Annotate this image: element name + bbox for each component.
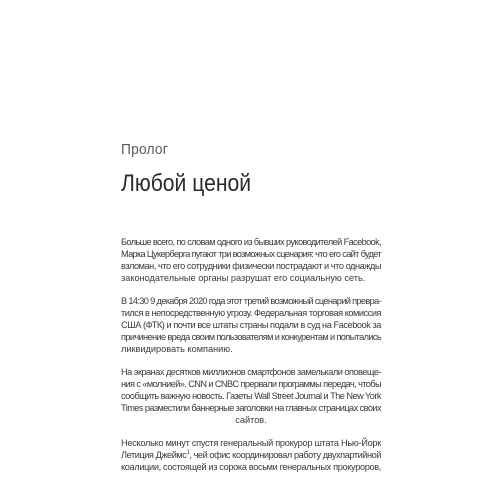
text-line: ния с «молнией». CNN и CNBC прервали программы передач, чтобы bbox=[121, 378, 381, 389]
chapter-label: Пролог bbox=[121, 141, 168, 158]
paragraph-3 bbox=[121, 366, 381, 426]
text-line-with-footnote bbox=[121, 449, 381, 461]
text-line: Times разместили баннерные заголовки на главных страницах своих bbox=[121, 403, 381, 414]
text-line: причинение вреда своим пользователям и конкурентам и попытались bbox=[121, 332, 381, 343]
text-line: США (ФТК) и почти все штаты страны подали в суд на Facebook за bbox=[121, 320, 381, 331]
text-segment: , чей офис координировал работу двухпартийной bbox=[189, 449, 381, 460]
text-line: тился в непосредственную угрозу. Федеральная торговая комиссия bbox=[121, 307, 381, 318]
text-line: сайтов. bbox=[235, 415, 267, 426]
chapter-title: Любой ценой bbox=[121, 170, 252, 197]
footnote-mark[interactable]: 1 bbox=[186, 449, 190, 456]
text-line: Марка Цукерберга пугают три возможных сценария: что его сайт будет bbox=[121, 249, 381, 260]
text-line: На экранах десятков миллионов смартфонов замелькали оповеще- bbox=[121, 366, 381, 377]
body-text bbox=[121, 236, 381, 484]
text-line: В 14:30 9 декабря 2020 года этот третий возможный сценарий превра- bbox=[121, 295, 381, 306]
text-line: сообщить важную новость. Газеты Wall Street Journal и The New York bbox=[121, 391, 381, 402]
paragraph-1 bbox=[121, 236, 381, 284]
text-segment: Летиция Джеймс bbox=[121, 449, 187, 460]
text-line: взломан, что его сотрудники физически пострадают и что однажды bbox=[121, 261, 381, 272]
text-line: ликвидировать компанию. bbox=[121, 344, 233, 355]
text-line: Больше всего, по словам одного из бывших руководителей Facebook, bbox=[121, 237, 381, 247]
text-line: Несколько минут спустя генеральный прокурор штата Нью-Йорк bbox=[121, 437, 381, 448]
text-line: законодательные органы разрушат его социальную сеть. bbox=[121, 273, 366, 284]
paragraph-4 bbox=[121, 437, 381, 473]
paragraph-2 bbox=[121, 295, 381, 355]
text-line: коалиции, состоящей из сорока восьми генеральных прокуроров, bbox=[121, 462, 381, 472]
